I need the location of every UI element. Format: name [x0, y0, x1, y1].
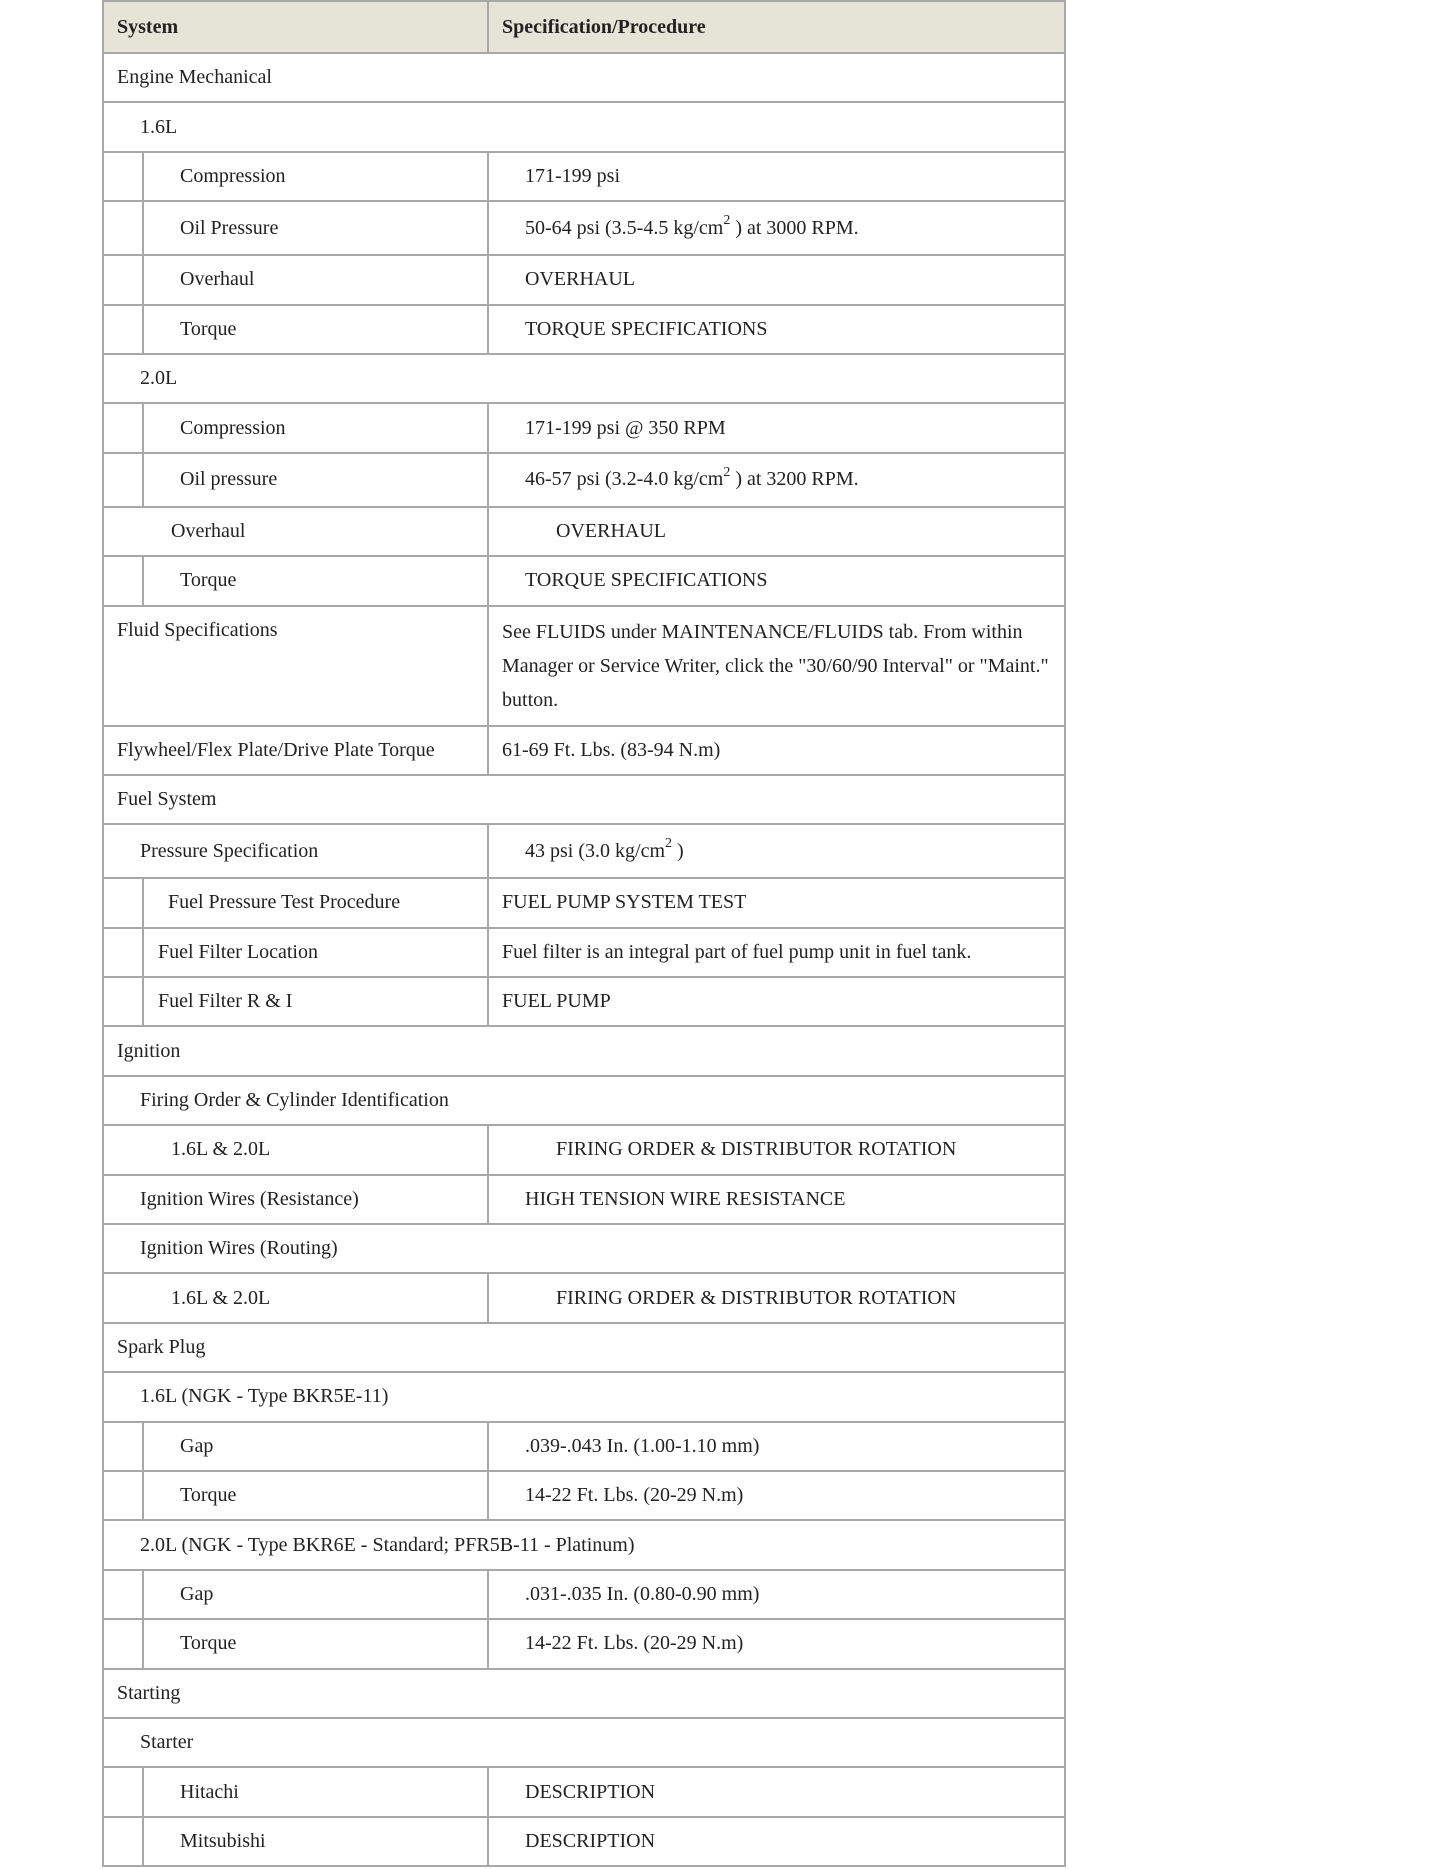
- section-row: [103, 53, 1065, 102]
- subsection-spark-2-0l: 2.0L (NGK - Type BKR6E - Standard; PFR5B-11 - Platinum): [103, 1520, 1065, 1569]
- table-row: [103, 453, 1065, 507]
- table-row: [103, 1767, 1065, 1816]
- row-label: Fuel Filter Location: [143, 928, 488, 977]
- section-spark-plug: Spark Plug: [103, 1323, 1065, 1372]
- row-value: 43 psi (3.0 $kg/cm^2$ ): [488, 824, 1065, 878]
- row-label: Torque: [143, 1471, 488, 1520]
- overhaul-link[interactable]: OVERHAUL: [488, 507, 1065, 556]
- table-row: [103, 1175, 1065, 1224]
- row-label: Ignition Wires (Resistance): [103, 1175, 488, 1224]
- subsection-spark-1-6l: 1.6L (NGK - Type BKR5E-11): [103, 1372, 1065, 1421]
- indent-cell: [103, 977, 143, 1026]
- table-row: [103, 1125, 1065, 1174]
- fuel-pump-system-test-link[interactable]: FUEL PUMP SYSTEM TEST: [488, 878, 1065, 927]
- indent-cell: [103, 1570, 143, 1619]
- subsection-row: [103, 1718, 1065, 1767]
- fuel-pump-link[interactable]: FUEL PUMP: [488, 977, 1065, 1026]
- table-row: [103, 1273, 1065, 1322]
- table-row: [103, 201, 1065, 255]
- section-row: [103, 1026, 1065, 1075]
- table-row: [103, 726, 1065, 775]
- table-row: [103, 1619, 1065, 1668]
- subsection-row: [103, 1076, 1065, 1125]
- indent-cell: [103, 1471, 143, 1520]
- row-label: Gap: [143, 1422, 488, 1471]
- indent-cell: [103, 201, 143, 255]
- row-label: Overhaul: [103, 507, 488, 556]
- indent-cell: [103, 403, 143, 452]
- row-label: Compression: [143, 403, 488, 452]
- row-label: Fluid Specifications: [103, 606, 488, 726]
- section-row: [103, 1669, 1065, 1718]
- row-value: 171-199 psi @ 350 RPM: [488, 403, 1065, 452]
- indent-cell: [103, 1767, 143, 1816]
- subsection-row: [103, 1372, 1065, 1421]
- indent-cell: [103, 556, 143, 605]
- header-spec: Specification/Procedure: [488, 1, 1065, 53]
- section-row: [103, 1323, 1065, 1372]
- table-row: [103, 255, 1065, 304]
- table-row: [103, 1422, 1065, 1471]
- row-label: Compression: [143, 152, 488, 201]
- torque-specifications-link[interactable]: TORQUE SPECIFICATIONS: [488, 556, 1065, 605]
- table-row: [103, 606, 1065, 726]
- indent-cell: [103, 255, 143, 304]
- row-label: Fuel Filter R & I: [143, 977, 488, 1026]
- row-label: Hitachi: [143, 1767, 488, 1816]
- table-row: [103, 305, 1065, 354]
- row-label: 1.6L & 2.0L: [103, 1273, 488, 1322]
- row-value: .039-.043 In. (1.00-1.10 mm): [488, 1422, 1065, 1471]
- table-row: [103, 1817, 1065, 1866]
- table-row: [103, 1570, 1065, 1619]
- row-label: Gap: [143, 1570, 488, 1619]
- header-row: [103, 1, 1065, 53]
- row-label: Pressure Specification: [103, 824, 488, 878]
- row-label: Fuel Pressure Test Procedure: [143, 878, 488, 927]
- row-value: 50-64 psi (3.5-4.5 $kg/cm^2$ ) at 3000 RPM.: [488, 201, 1065, 255]
- indent-cell: [103, 152, 143, 201]
- section-engine-mechanical: Engine Mechanical: [103, 53, 1065, 102]
- row-label: Overhaul: [143, 255, 488, 304]
- header-system: System: [103, 1, 488, 53]
- subsection-ignition-wires-routing: Ignition Wires (Routing): [103, 1224, 1065, 1273]
- table-row: [103, 977, 1065, 1026]
- table-row: [103, 556, 1065, 605]
- row-value: 14-22 Ft. Lbs. (20-29 N.m): [488, 1619, 1065, 1668]
- row-label: Torque: [143, 556, 488, 605]
- description-link[interactable]: DESCRIPTION: [488, 1817, 1065, 1866]
- row-label: Torque: [143, 305, 488, 354]
- section-starting: Starting: [103, 1669, 1065, 1718]
- subsection-starter: Starter: [103, 1718, 1065, 1767]
- torque-specifications-link[interactable]: TORQUE SPECIFICATIONS: [488, 305, 1065, 354]
- subsection-row: [103, 102, 1065, 151]
- table-row: [103, 1471, 1065, 1520]
- row-value: 171-199 psi: [488, 152, 1065, 201]
- firing-order-link[interactable]: FIRING ORDER & DISTRIBUTOR ROTATION: [488, 1125, 1065, 1174]
- description-link[interactable]: DESCRIPTION: [488, 1767, 1065, 1816]
- subsection-firing-order: Firing Order & Cylinder Identification: [103, 1076, 1065, 1125]
- subsection-1-6l: 1.6L: [103, 102, 1065, 151]
- table-row: [103, 152, 1065, 201]
- subsection-row: [103, 354, 1065, 403]
- row-label: Flywheel/Flex Plate/Drive Plate Torque: [103, 726, 488, 775]
- subsection-row: [103, 1520, 1065, 1569]
- row-label: Oil pressure: [143, 453, 488, 507]
- row-value: 14-22 Ft. Lbs. (20-29 N.m): [488, 1471, 1065, 1520]
- table-row: [103, 824, 1065, 878]
- row-value: 61-69 Ft. Lbs. (83-94 N.m): [488, 726, 1065, 775]
- indent-cell: [103, 928, 143, 977]
- indent-cell: [103, 1619, 143, 1668]
- row-value: 46-57 psi (3.2-4.0 $kg/cm^2$ ) at 3200 RPM.: [488, 453, 1065, 507]
- subsection-row: [103, 1224, 1065, 1273]
- spec-table: [102, 0, 1066, 1867]
- subsection-2-0l: 2.0L: [103, 354, 1065, 403]
- firing-order-link[interactable]: FIRING ORDER & DISTRIBUTOR ROTATION: [488, 1273, 1065, 1322]
- indent-cell: [103, 1422, 143, 1471]
- table-row: [103, 507, 1065, 556]
- row-value: .031-.035 In. (0.80-0.90 mm): [488, 1570, 1065, 1619]
- indent-cell: [103, 453, 143, 507]
- row-label: Mitsubishi: [143, 1817, 488, 1866]
- overhaul-link[interactable]: OVERHAUL: [488, 255, 1065, 304]
- section-row: [103, 775, 1065, 824]
- row-value: Fuel filter is an integral part of fuel pump unit in fuel tank.: [488, 928, 1065, 977]
- section-fuel-system: Fuel System: [103, 775, 1065, 824]
- indent-cell: [103, 878, 143, 927]
- table-row: [103, 878, 1065, 927]
- table-row: [103, 928, 1065, 977]
- indent-cell: [103, 305, 143, 354]
- row-label: 1.6L & 2.0L: [103, 1125, 488, 1174]
- section-ignition: Ignition: [103, 1026, 1065, 1075]
- table-row: [103, 403, 1065, 452]
- fluid-specifications-text: See FLUIDS under MAINTENANCE/FLUIDS tab. From within Manager or Service Writer, click the "30/60/90 Interval" or "Maint." button.: [488, 606, 1065, 726]
- row-label: Oil Pressure: [143, 201, 488, 255]
- row-label: Torque: [143, 1619, 488, 1668]
- high-tension-wire-resistance-link[interactable]: HIGH TENSION WIRE RESISTANCE: [488, 1175, 1065, 1224]
- indent-cell: [103, 1817, 143, 1866]
